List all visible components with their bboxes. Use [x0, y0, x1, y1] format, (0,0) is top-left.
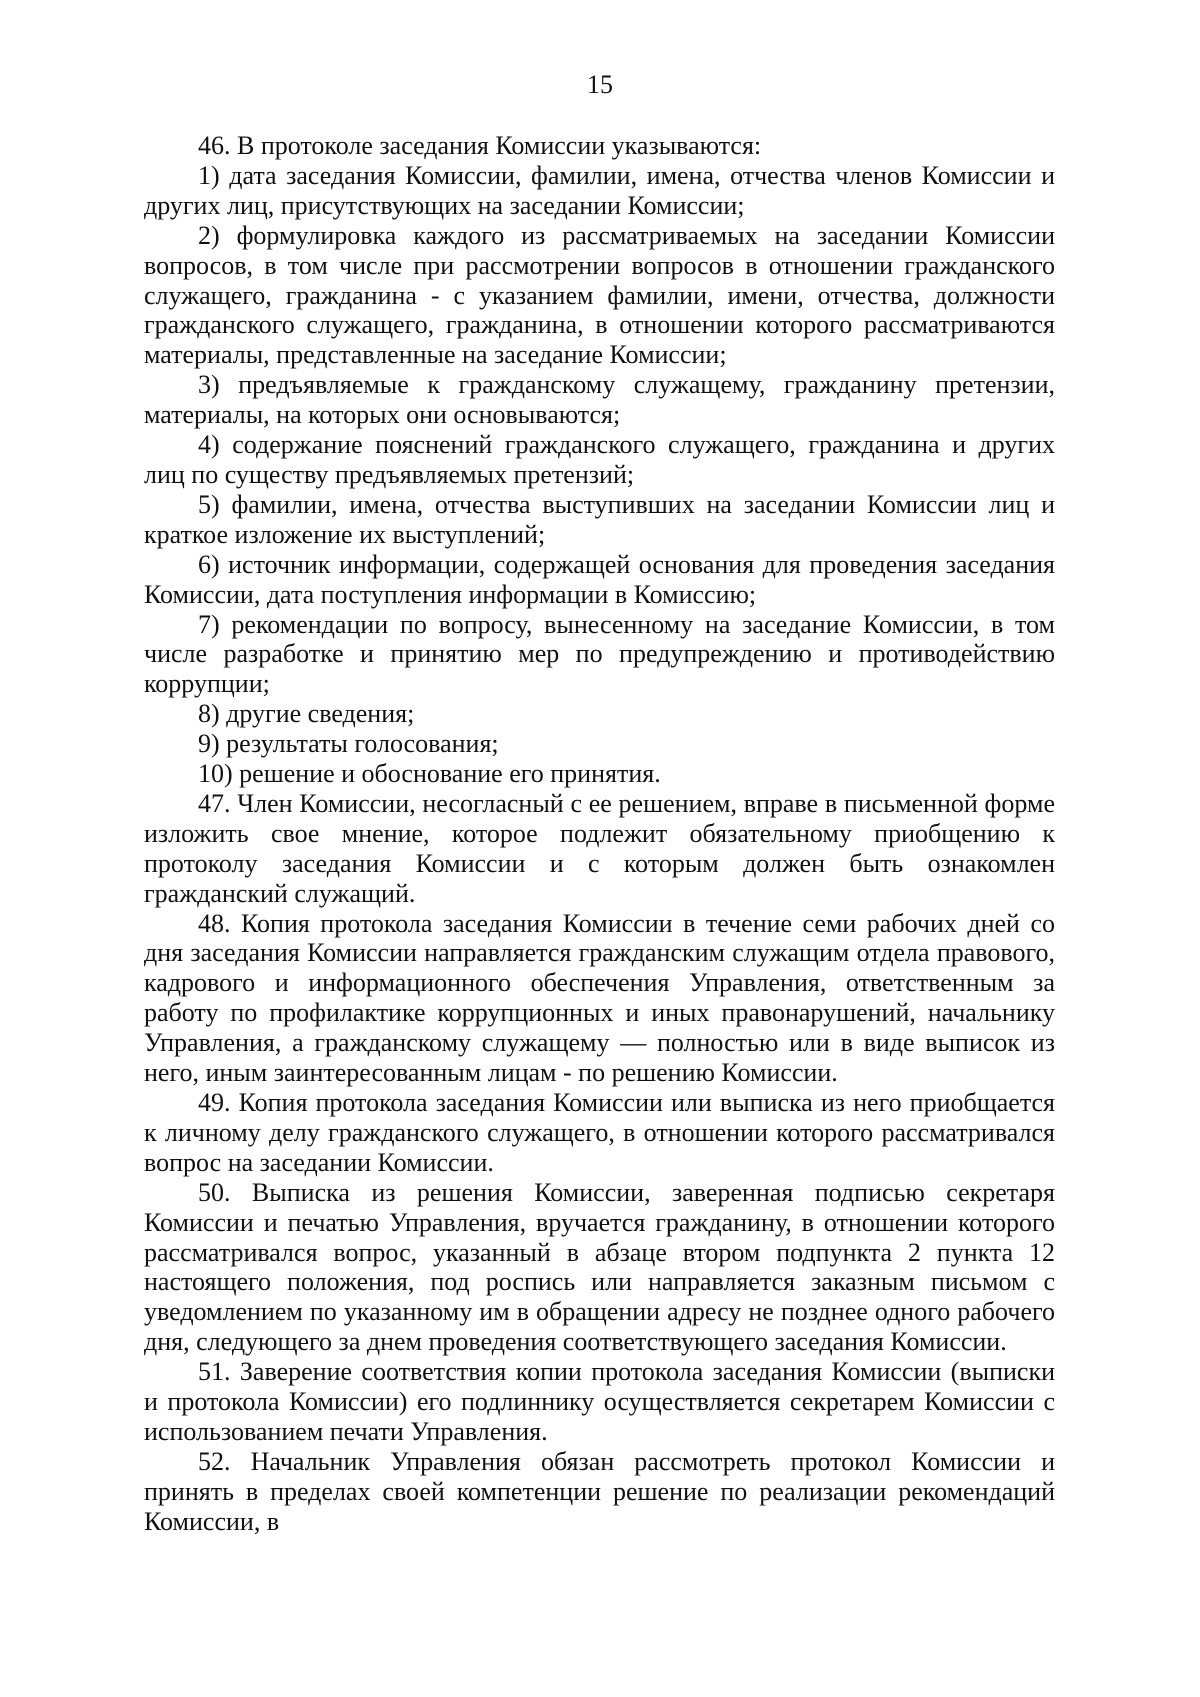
list-item-5: 5) фамилии, имена, отчества выступивших на заседании Комиссии лиц и краткое изложение их выступлений;	[144, 489, 1055, 549]
list-item-7: 7) рекомендации по вопросу, вынесенному на заседание Комиссии, в том числе разработке и принятию мер по предупреждению и противодействию коррупции;	[144, 609, 1055, 699]
document-body	[144, 131, 1055, 1537]
list-item-4: 4) содержание пояснений гражданского служащего, гражданина и других лиц по существу предъявляемых претензий;	[144, 430, 1055, 489]
paragraph-46: 46. В протоколе заседания Комиссии указываются:	[198, 131, 762, 160]
list-item-2: 2) формулировка каждого из рассматриваемых на заседании Комиссии вопросов, в том числе при рассмотрении вопросов в отношении гражданского служащего, гражданина - с указанием фамилии, имени, отчества, должности гражданского служащего, гражданина, в отношении которого рассматриваются материалы, представленные на заседание Комиссии;	[144, 220, 1055, 370]
paragraph-49: 49. Копия протокола заседания Комиссии или выписка из него приобщается к личному делу гражданского служащего, в отношении которого рассматривался вопрос на заседании Комиссии.	[144, 1088, 1055, 1177]
paragraph-51: 51. Заверение соответствия копии протокола заседания Комиссии (выписки и протокола Комиссии) его подлиннику осуществляется секретарем Комиссии с использованием печати Управления.	[144, 1357, 1055, 1446]
list-item-9: 9) результаты голосования;	[198, 729, 499, 759]
paragraph-47: 47. Член Комиссии, несогласный с ее решением, вправе в письменной форме изложить свое мнение, которое подлежит обязательному приобщению к протоколу заседания Комиссии и с которым должен быть ознакомлен гражданский служащий.	[144, 788, 1055, 908]
list-item-3: 3) предъявляемые к гражданскому служащему, гражданину претензии, материалы, на которых они основываются;	[144, 370, 1055, 430]
paragraph-48: 48. Копия протокола заседания Комиссии в течение семи рабочих дней со дня заседания Комиссии направляется гражданским служащим отдела правового, кадрового и информационного обеспечения Управления, ответственным за работу по профилактике коррупционных и иных правонарушений, начальнику Управления, а гражданскому служащему — полностью или в виде выписок из него, иным заинтересованным лицам - по решению Комиссии.	[144, 908, 1055, 1088]
paragraph-52: 52. Начальник Управления обязан рассмотреть протокол Комиссии и принять в пределах своей компетенции решение по реализации рекомендаций Комиссии, в	[144, 1446, 1055, 1536]
page-number: 15	[587, 70, 613, 99]
list-item-6: 6) источник информации, содержащей основания для проведения заседания Комиссии, дата поступления информации в Комиссию;	[144, 549, 1055, 609]
list-item-10: 10) решение и обоснование его принятия.	[198, 759, 661, 789]
paragraph-50: 50. Выписка из решения Комиссии, заверенная подписью секретаря Комиссии и печатью Управления, вручается гражданину, в отношении которого рассматривался вопрос, указанный в абзаце втором подпункта 2 пункта 12 настоящего положения, под роспись или направляется заказным письмом с уведомлением по указанному им в обращении адресу не позднее одного рабочего дня, следующего за днем проведения соответствующего заседания Комиссии.	[144, 1177, 1055, 1357]
list-item-8: 8) другие сведения;	[198, 699, 415, 729]
list-item-1: 1) дата заседания Комиссии, фамилии, имена, отчества членов Комиссии и других лиц, присутствующих на заседании Комиссии;	[144, 160, 1055, 220]
